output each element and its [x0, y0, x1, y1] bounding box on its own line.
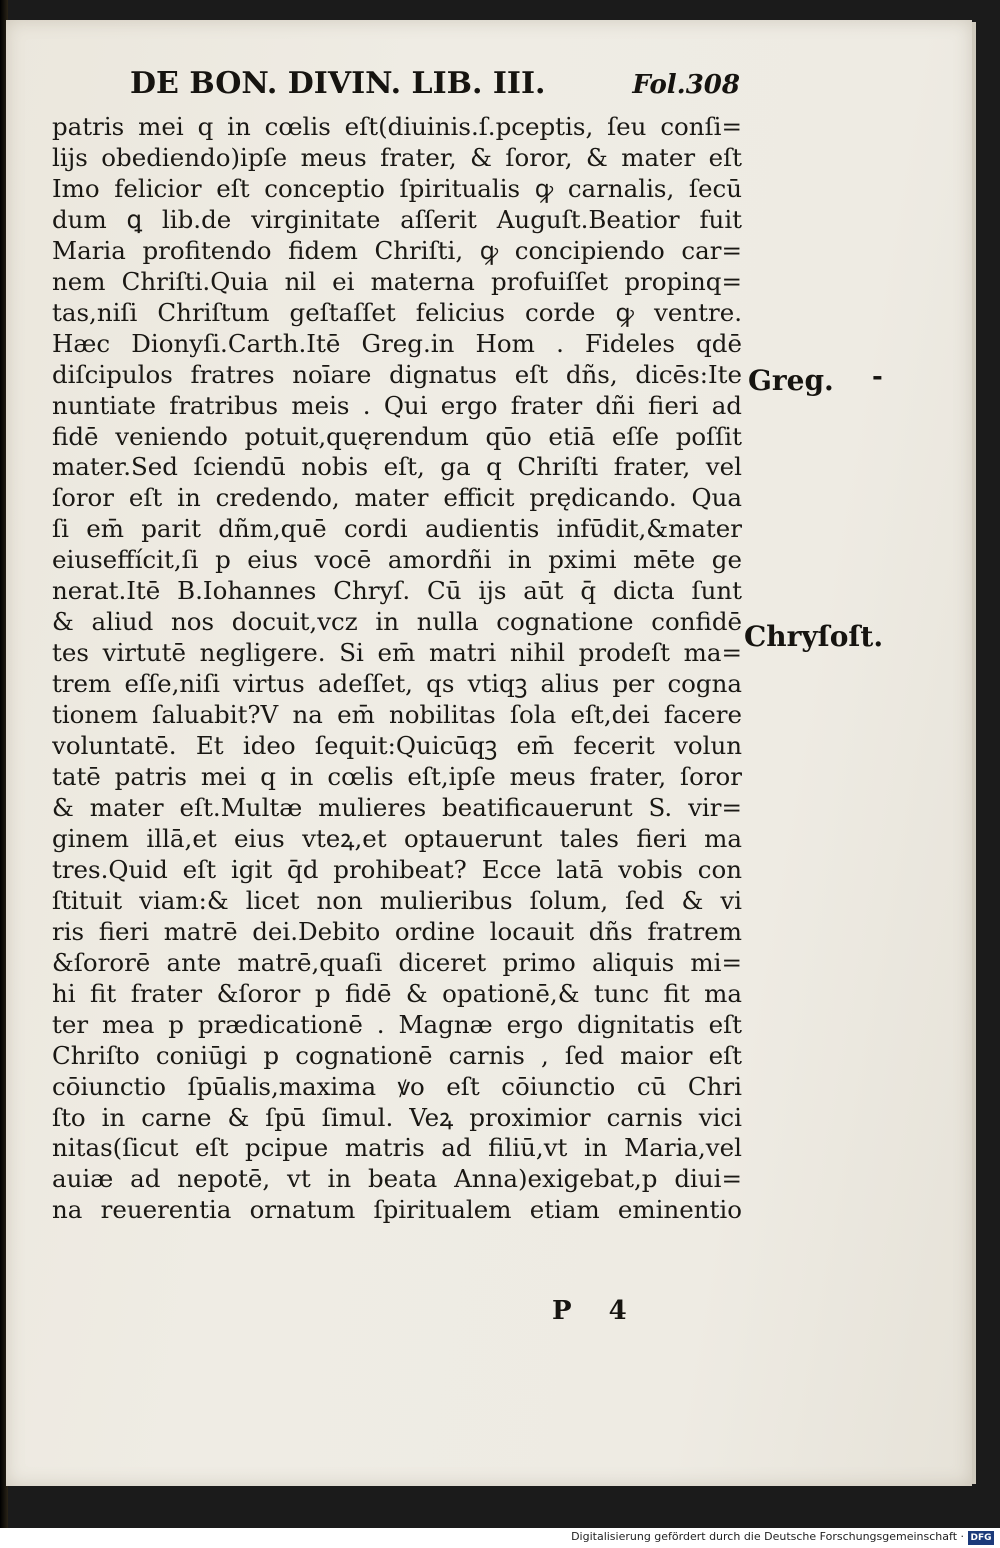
marginal-note-greg: Greg. [748, 364, 834, 397]
marginal-dash: - [872, 362, 883, 392]
marginal-note-chrysostom: Chryſoſt. [744, 620, 884, 653]
folio-number: Fol.308 [632, 70, 740, 100]
text-line: Hæc Dionyſi.Carth.Itē Greg.in Hom . Fideles qdē [52, 328, 742, 358]
digitization-footer [0, 1528, 1000, 1548]
text-line: tes virtutē negligere. Si em̄ matri nihil prodeſt ma= [52, 638, 742, 668]
text-line: nuntiate fratribus meis . Qui ergo frater dñi fieri ad [52, 390, 742, 420]
text-line: tatē patris mei q in cœlis eſt,ipſe meus frater, ſoror [52, 762, 742, 792]
text-line: ſto in carne & ſpū ſimul. Veꝝ proximior carnis vici [52, 1102, 742, 1132]
text-line: & mater eſt.Multæ mulieres beatificauerunt S. vir= [52, 792, 742, 822]
text-line: nem Chriſti.Quia nil ei materna profuiſſet propinq= [52, 266, 742, 296]
running-head-title: DE BON. DIVIN. LIB. III. [130, 66, 546, 101]
page-edge [972, 22, 976, 1484]
text-line: Chriſto coniūgi p cognationē carnis , ſed maior eſt [52, 1040, 742, 1070]
running-head [130, 66, 740, 106]
text-line: ſi em̄ parit dñm,quē cordi audientis infūdit,&mater [52, 514, 742, 544]
text-line: patris mei q in cœlis eſt(diuinis.ſ.pceptis, ſeu conſi= [52, 112, 742, 141]
text-line: ſoror eſt in credendo, mater efficit prędicando. Qua [52, 483, 742, 513]
text-line: na reuerentia ornatum ſpiritualem etiam eminentio [52, 1195, 742, 1225]
text-line: mater.Sed ſciendū nobis eſt, ga q Chriſti frater, vel [52, 452, 742, 482]
text-line: Maria profitendo fidem Chriſti, ꝙ concipiendo car= [52, 235, 742, 265]
text-line: nitas(ſicut eſt pcipue matris ad filiū,vt in Maria,vel [52, 1133, 742, 1163]
text-line: ginem illā,et eius vteꝝ,et optauerunt tales fieri ma [52, 823, 742, 853]
text-line: fidē veniendo potuit,quęrendum qūo etiā eſſe poſſit [52, 421, 742, 451]
text-line: &ſororē ante matrē,quaſi diceret primo aliquis mi= [52, 947, 742, 977]
text-line: dum ꝗ lib.de virginitate aſſerit Auguſt.Beatior fuit [52, 204, 742, 234]
text-line: Imo felicior eſt conceptio ſpiritualis ꝙ carnalis, ſecū [52, 173, 742, 203]
text-line: ter mea p prædicationē . Magnæ ergo dignitatis eſt [52, 1009, 742, 1039]
text-line: eiuseffícit,ſi p eius vocē amordñi in pximi mēte ge [52, 545, 742, 575]
text-line: diſcipulos fratres noīare dignatus eſt dñs, dicēs:Ite [52, 359, 742, 389]
text-line: nerat.Itē B.Iohannes Chryſ. Cū ijs aūt q̄ dicta ſunt [52, 576, 742, 606]
text-line: lijs obediendo)ipſe meus frater, & ſoror, & mater eſt [52, 142, 742, 172]
text-line: voluntatē. Et ideo ſequit:Quicūqꝫ em̄ fecerit volun [52, 731, 742, 761]
body-text [52, 112, 742, 1226]
text-line: ris fieri matrē dei.Debito ordine locauit dñs fratrem [52, 916, 742, 946]
text-line: hi fit frater &ſoror p fidē & opationē,& tunc fit ma [52, 978, 742, 1008]
footer-credit: Digitalisierung gefördert durch die Deutsche Forschungsgemeinschaft · [571, 1530, 964, 1543]
text-line: cōiunctio ſpūalis,maxima ꝟo eſt cōiunctio cū Chri [52, 1071, 742, 1101]
text-line: tres.Quid eſt igit q̄d prohibeat? Ecce latā vobis con [52, 854, 742, 884]
text-line: auiæ ad nepotē, vt in beata Anna)exigebat,p diui= [52, 1164, 742, 1194]
text-line: & aliud nos docuit,vcz in nulla cognatione confidē [52, 607, 742, 637]
dfg-logo: DFG [968, 1531, 994, 1545]
text-line: ſtituit viam:& licet non mulieribus ſolum, ſed & vi [52, 885, 742, 915]
signature-mark: P 4 [552, 1296, 641, 1326]
text-line: tionem ſaluabit?V na em̄ nobilitas ſola eſt,dei facere [52, 700, 742, 730]
text-line: tas,niſi Chriſtum geſtaſſet felicius corde ꝙ ventre. [52, 297, 742, 327]
text-line: trem eſſe,niſi virtus adeſſet, qs vtiqꝫ alius per cogna [52, 669, 742, 699]
